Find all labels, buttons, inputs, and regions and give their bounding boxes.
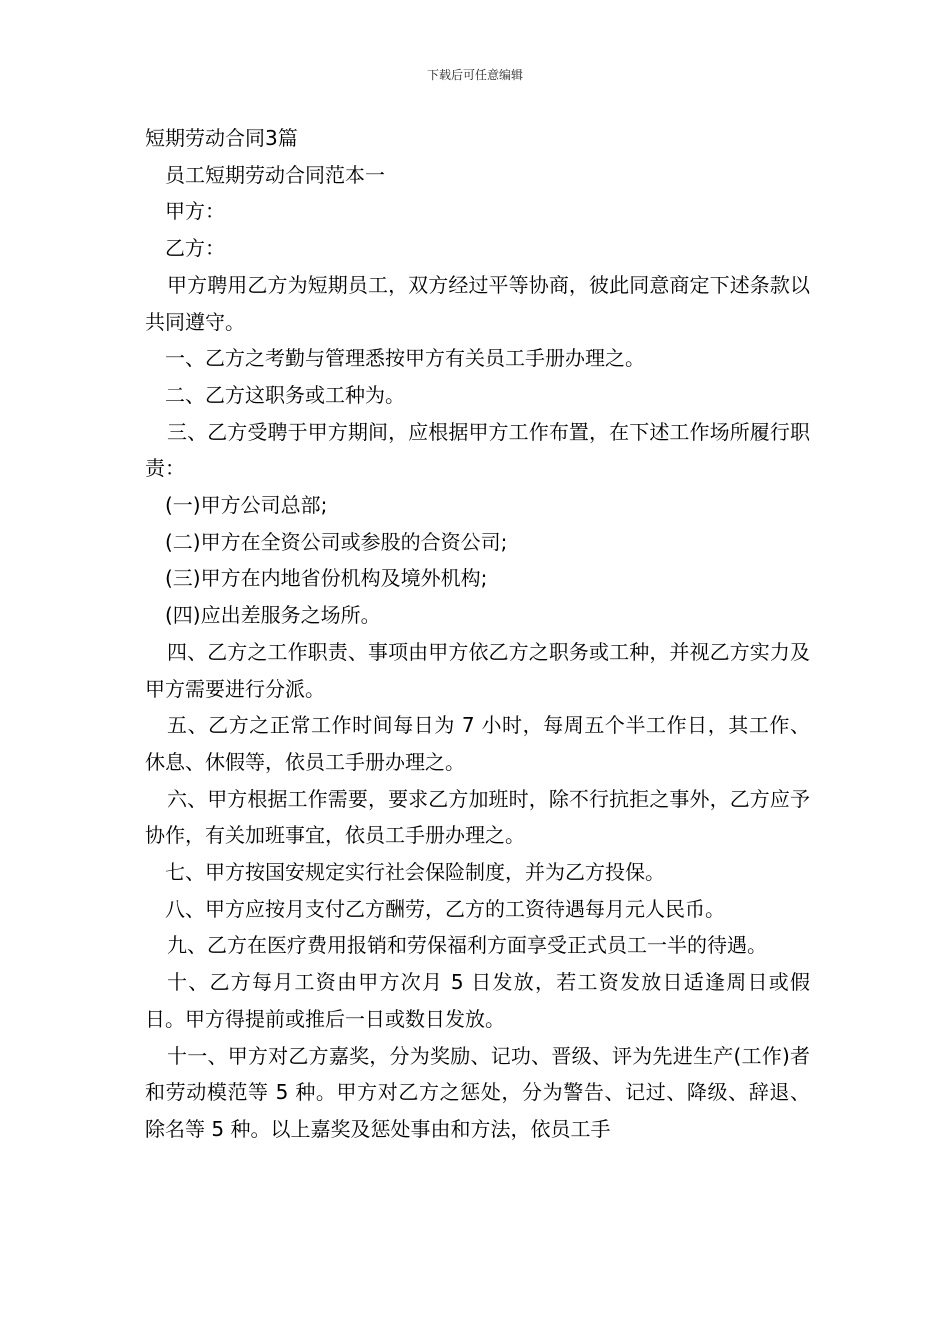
document-body bbox=[145, 120, 810, 1148]
paragraph: 四、乙方之工作职责、事项由甲方依乙方之职务或工种，并视乙方实力及甲方需要进行分派。 bbox=[145, 639, 810, 701]
paragraph: (三)甲方在内地省份机构及境外机构; bbox=[165, 566, 488, 591]
document-subtitle: 员工短期劳动合同范本一 bbox=[165, 162, 385, 187]
paragraph: (一)甲方公司总部; bbox=[165, 493, 328, 518]
paragraph: 一、乙方之考勤与管理悉按甲方有关员工手册办理之。 bbox=[165, 346, 645, 371]
page-header-note: 下载后可任意编辑 bbox=[426, 68, 523, 82]
paragraph: 十一、甲方对乙方嘉奖，分为奖励、记功、晋级、评为先进生产(工作)者和劳动模范等 5 种。甲方对乙方之惩处，分为警告、记过、降级、辞退、除名等 5 种。以上嘉奖及惩处事由和方法，依员工手 bbox=[145, 1043, 810, 1141]
document-title: 短期劳动合同3篇 bbox=[145, 126, 298, 150]
party-a-label: 甲方： bbox=[165, 199, 225, 224]
paragraph: 二、乙方这职务或工种为。 bbox=[165, 382, 405, 407]
paragraph: 八、甲方应按月支付乙方酬劳，乙方的工资待遇每月元人民币。 bbox=[165, 896, 725, 921]
paragraph: 九、乙方在医疗费用报销和劳保福利方面享受正式员工一半的待遇。 bbox=[167, 933, 767, 958]
paragraph: 六、甲方根据工作需要，要求乙方加班时，除不行抗拒之事外，乙方应予协作，有关加班事宜，依员工手册办理之。 bbox=[145, 786, 810, 848]
paragraph: (四)应出差服务之场所。 bbox=[165, 603, 381, 628]
paragraph: 十、乙方每月工资由甲方次月 5 日发放，若工资发放日适逢周日或假日。甲方得提前或推后一日或数日发放。 bbox=[145, 970, 810, 1031]
paragraph: 甲方聘用乙方为短期员工，双方经过平等协商，彼此同意商定下述条款以共同遵守。 bbox=[145, 272, 810, 334]
paragraph: (二)甲方在全资公司或参股的合资公司; bbox=[165, 529, 508, 554]
party-b-label: 乙方： bbox=[165, 236, 225, 261]
paragraph: 七、甲方按国安规定实行社会保险制度，并为乙方投保。 bbox=[165, 860, 665, 885]
paragraph: 三、乙方受聘于甲方期间，应根据甲方工作布置，在下述工作场所履行职责： bbox=[145, 419, 810, 481]
paragraph: 五、乙方之正常工作时间每日为 7 小时，每周五个半工作日，其工作、休息、休假等，依员工手册办理之。 bbox=[145, 713, 810, 774]
